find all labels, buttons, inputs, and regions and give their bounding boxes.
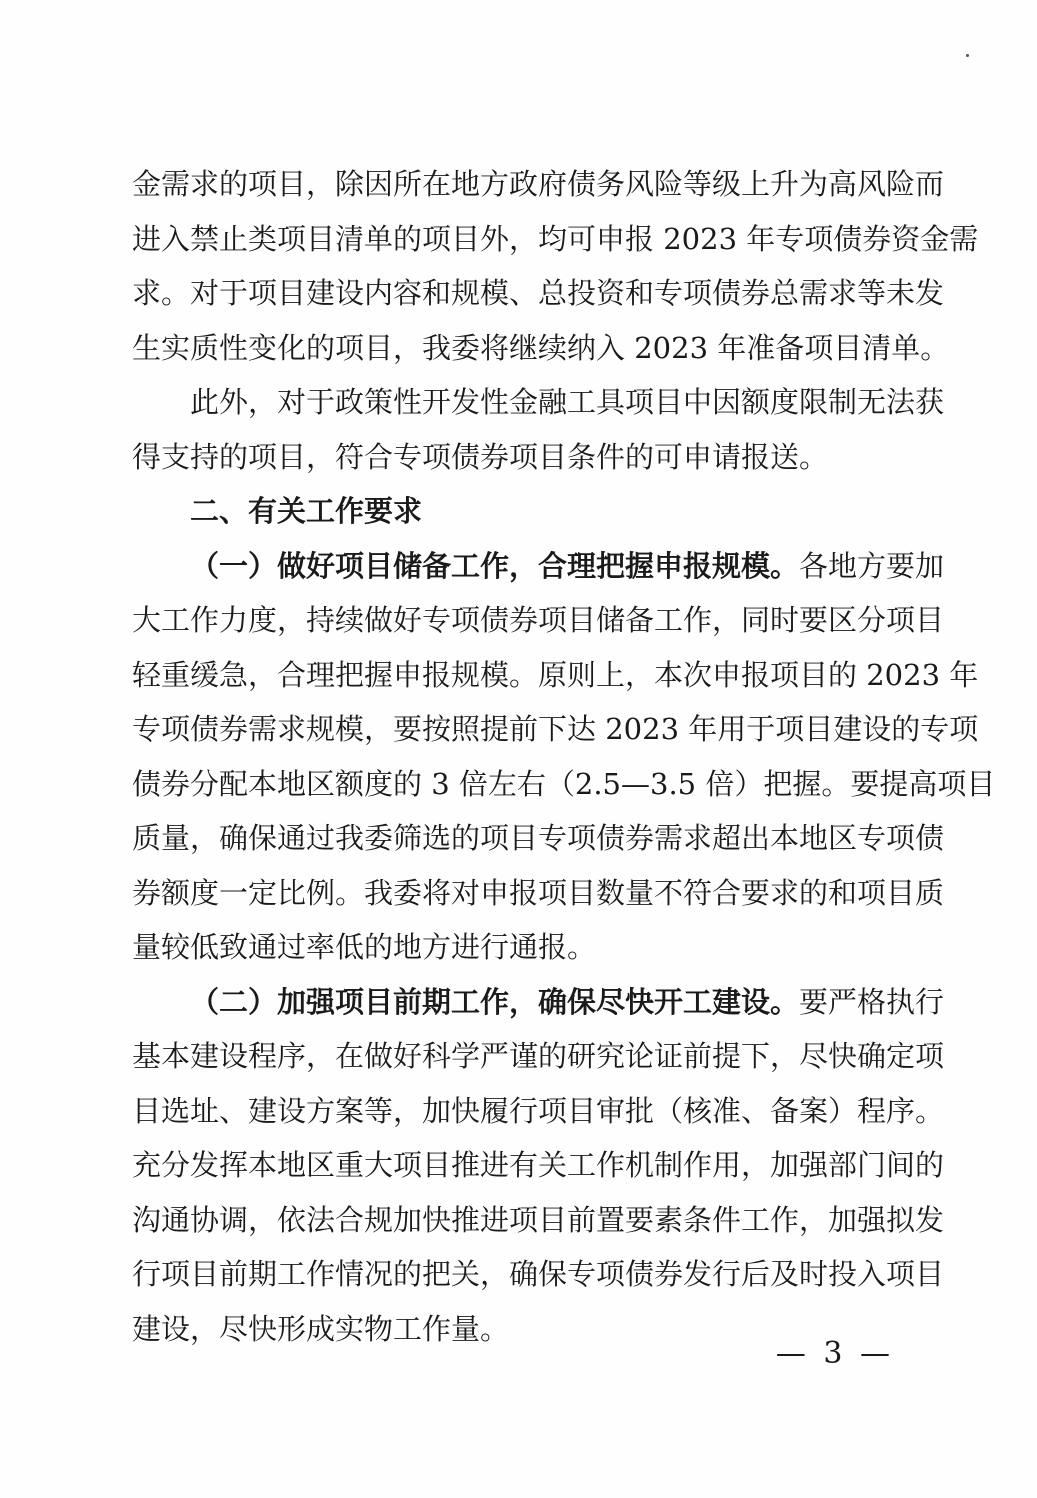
text-line: 得支持的项目，符合专项债券项目条件的可申请报送。 <box>132 439 829 474</box>
section-heading: 二、有关工作要求 <box>190 494 423 528</box>
text-run: 要严格执行 <box>799 984 945 1019</box>
scan-dot <box>966 54 969 57</box>
page-number: — 3 — <box>775 1336 894 1371</box>
text-line: 基本建设程序，在做好科学严谨的研究论证前提下，尽快确定项 <box>132 1039 945 1073</box>
text-line: 进入禁止类项目清单的项目外，均可申报 2023 年专项债券资金需 <box>132 221 979 256</box>
text-line: 大工作力度，持续做好专项债券项目储备工作，同时要区分项目 <box>132 603 945 637</box>
paragraph-first-line <box>132 539 945 594</box>
text-line: 券额度一定比例。我委将对申报项目数量不符合要求的和项目质 <box>132 875 945 910</box>
text-line: 生实质性变化的项目，我委将继续纳入 2023 年准备项目清单。 <box>132 330 950 365</box>
subheading: （一）做好项目储备工作，合理把握申报规模。 <box>190 548 800 583</box>
text-line: 此外，对于政策性开发性金融工具项目中因额度限制无法获 <box>190 385 945 419</box>
text-line: 行项目前期工作情况的把关，确保专项债券发行后及时投入项目 <box>132 1257 945 1291</box>
text-run: 各地方要加 <box>799 548 945 583</box>
text-line: 质量，确保通过我委筛选的项目专项债券需求超出本地区专项债 <box>132 821 945 855</box>
subheading: （二）加强项目前期工作，确保尽快开工建设。 <box>190 984 800 1019</box>
text-line: 轻重缓急，合理把握申报规模。原则上，本次申报项目的 2023 年 <box>132 657 979 692</box>
text-line: 充分发挥本地区重大项目推进有关工作机制作用，加强部门间的 <box>132 1148 945 1182</box>
text-line: 债券分配本地区额度的 3 倍左右（2.5—3.5 倍）把握。要提高项目 <box>132 766 996 801</box>
text-line: 专项债券需求规模，要按照提前下达 2023 年用于项目建设的专项 <box>132 712 979 746</box>
text-line: 建设，尽快形成实物工作量。 <box>132 1311 510 1346</box>
text-line: 求。对于项目建设内容和规模、总投资和专项债券总需求等未发 <box>132 276 945 310</box>
text-line: 量较低致通过率低的地方进行通报。 <box>132 930 597 964</box>
text-line: 目选址、建设方案等，加快履行项目审批（核准、备案）程序。 <box>132 1093 945 1128</box>
text-line: 沟通协调，依法合规加快推进项目前置要素条件工作，加强拟发 <box>132 1202 945 1237</box>
paragraph-first-line <box>132 975 945 1030</box>
body-text <box>132 157 996 1356</box>
text-line: 金需求的项目，除因所在地方政府债务风险等级上升为高风险而 <box>132 167 945 201</box>
